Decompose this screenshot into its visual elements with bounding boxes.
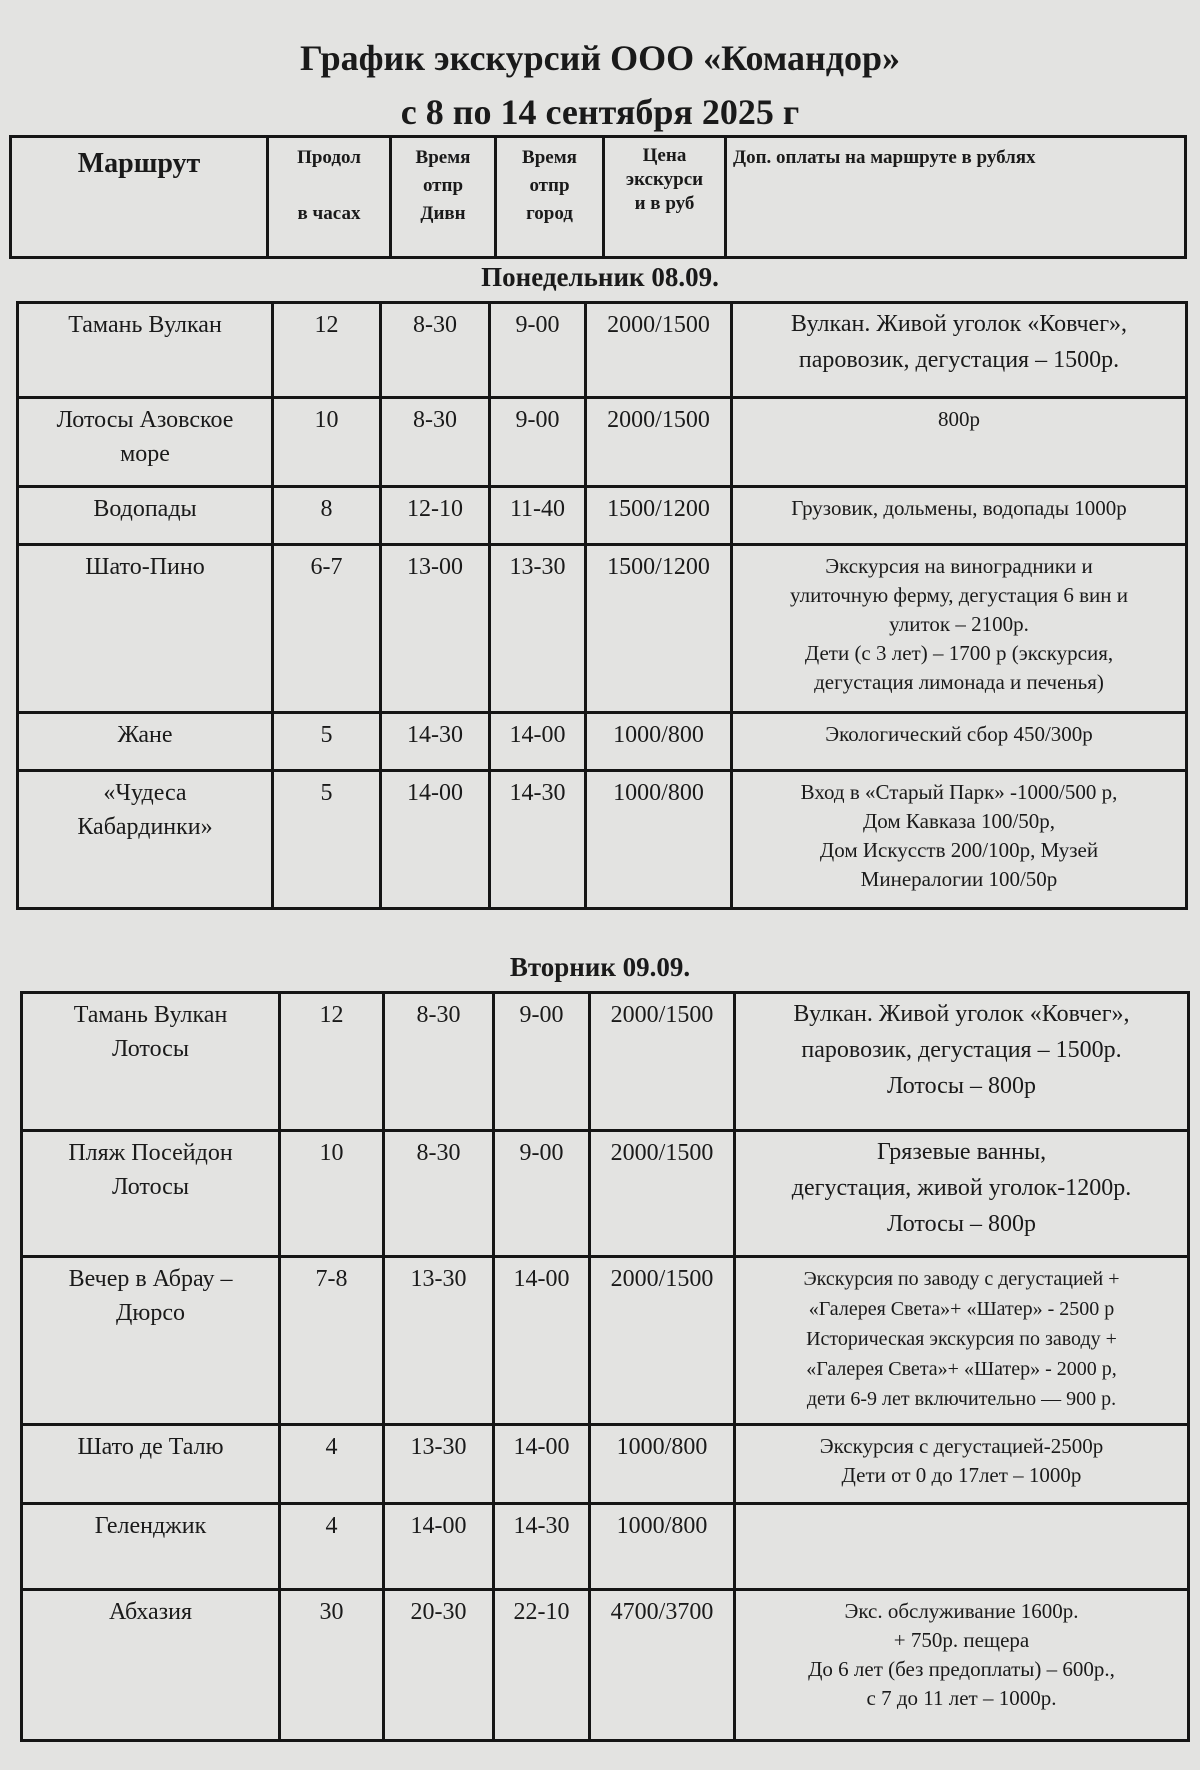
cell-line: Шато де Талю	[77, 1434, 224, 1460]
table-row	[18, 545, 1187, 713]
cell-line: Кабардинки»	[77, 814, 213, 840]
cell-line: Экскурсия по заводу с дегустацией +	[803, 1268, 1120, 1290]
day-label-monday: Понедельник 08.09.	[481, 262, 719, 292]
price-cell: 1000/800	[586, 771, 732, 909]
cell-line: дети 6-9 лет включительно — 900 р.	[806, 1388, 1117, 1410]
cell-line: Дети от 0 до 17лет – 1000р	[841, 1463, 1082, 1487]
duration-cell: 30	[280, 1590, 384, 1741]
depart-div-cell: 20-30	[384, 1590, 494, 1741]
cell-line: Жане	[117, 722, 173, 748]
route-cell	[18, 545, 273, 713]
price-cell: 2000/1500	[590, 1131, 735, 1257]
depart-div-cell: 14-00	[384, 1504, 494, 1590]
depart-div-cell: 8-30	[384, 1131, 494, 1257]
depart-div-cell: 13-00	[381, 545, 490, 713]
depart-city-cell: 9-00	[490, 303, 586, 398]
cell-line: + 750р. пещера	[893, 1628, 1030, 1652]
cell-line: Экс. обслуживание 1600р.	[844, 1599, 1079, 1623]
extra-payments-cell	[732, 771, 1187, 909]
cell-line: Абхазия	[108, 1599, 193, 1625]
table-row	[22, 1425, 1189, 1504]
header-route: Маршрут	[11, 137, 268, 258]
cell-line: Грязевые ванны,	[876, 1139, 1047, 1165]
depart-div-cell: 12-10	[381, 487, 490, 545]
route-cell	[22, 1504, 280, 1590]
price-cell: 1000/800	[590, 1504, 735, 1590]
depart-div-cell: 13-30	[384, 1425, 494, 1504]
cell-line: улиточную ферму, дегустация 6 вин и	[790, 583, 1128, 607]
route-cell	[22, 993, 280, 1131]
table-row	[22, 1131, 1189, 1257]
extra-payments-cell	[735, 1504, 1189, 1590]
cell-line: Лотосы	[112, 1036, 189, 1062]
duration-cell: 12	[273, 303, 381, 398]
cell-line: Экскурсия с дегустацией-2500р	[819, 1434, 1104, 1458]
route-cell	[18, 398, 273, 487]
extra-payments-cell	[732, 398, 1187, 487]
route-cell	[22, 1590, 280, 1741]
cell-line: дегустация, живой уголок-1200р.	[791, 1175, 1132, 1201]
route-cell	[22, 1425, 280, 1504]
duration-cell: 4	[280, 1504, 384, 1590]
cell-line: Водопады	[93, 496, 197, 522]
cell-line: До 6 лет (без предоплаты) – 600р.,	[808, 1657, 1115, 1681]
depart-city-cell: 14-00	[494, 1257, 590, 1425]
duration-cell: 5	[273, 771, 381, 909]
depart-div-cell: 14-30	[381, 713, 490, 771]
day-label-tuesday: Вторник 09.09.	[509, 952, 691, 982]
table-row	[22, 993, 1189, 1131]
cell-line: Шато-Пино	[85, 554, 205, 580]
cell-line: Лотосы – 800р	[887, 1211, 1036, 1237]
cell-line: Вулкан. Живой уголок «Ковчег»,	[790, 311, 1128, 337]
table-row	[18, 303, 1187, 398]
cell-line: «Чудеса	[103, 780, 187, 806]
price-cell: 2000/1500	[590, 993, 735, 1131]
duration-cell: 7-8	[280, 1257, 384, 1425]
duration-cell: 10	[273, 398, 381, 487]
cell-line: дегустация лимонада и печенья)	[814, 670, 1104, 694]
cell-line: улиток – 2100р.	[889, 612, 1029, 636]
table-row	[18, 713, 1187, 771]
table-row	[18, 398, 1187, 487]
price-cell: 1000/800	[586, 713, 732, 771]
depart-div-cell: 13-30	[384, 1257, 494, 1425]
cell-line: Дом Кавказа 100/50р,	[862, 809, 1056, 833]
cell-line: Вечер в Абрау –	[68, 1266, 233, 1292]
depart-city-cell: 14-30	[490, 771, 586, 909]
cell-line: с 7 до 11 лет – 1000р.	[866, 1686, 1057, 1710]
price-cell: 1000/800	[590, 1425, 735, 1504]
schedule-table-tuesday	[20, 991, 1190, 1742]
duration-cell: 12	[280, 993, 384, 1131]
depart-city-cell: 9-00	[490, 398, 586, 487]
header-depart-city: Время отпр город	[496, 137, 604, 258]
route-cell	[22, 1131, 280, 1257]
table-row	[22, 1504, 1189, 1590]
cell-line: «Галерея Света»+ «Шатер» - 2000 р,	[806, 1358, 1117, 1380]
table-row	[22, 1590, 1189, 1741]
price-cell: 2000/1500	[586, 303, 732, 398]
depart-city-cell: 9-00	[494, 993, 590, 1131]
cell-line: Геленджик	[94, 1513, 207, 1539]
cell-line: Дети (с 3 лет) – 1700 р (экскурсия,	[804, 641, 1114, 665]
price-cell: 4700/3700	[590, 1590, 735, 1741]
depart-city-cell: 11-40	[490, 487, 586, 545]
depart-city-cell: 13-30	[490, 545, 586, 713]
extra-payments-cell	[732, 713, 1187, 771]
cell-line: Вулкан. Живой уголок «Ковчег»,	[793, 1001, 1130, 1027]
price-cell: 1500/1200	[586, 487, 732, 545]
depart-city-cell: 14-30	[494, 1504, 590, 1590]
extra-payments-cell	[735, 1131, 1189, 1257]
cell-line: Экскурсия на виноградники и	[825, 554, 1093, 578]
price-cell: 2000/1500	[590, 1257, 735, 1425]
extra-payments-cell	[735, 1425, 1189, 1504]
depart-city-cell: 14-00	[490, 713, 586, 771]
extra-payments-cell	[732, 545, 1187, 713]
cell-line: 800р	[938, 407, 980, 431]
price-cell: 1500/1200	[586, 545, 732, 713]
cell-line: Тамань Вулкан	[68, 312, 222, 338]
price-cell: 2000/1500	[586, 398, 732, 487]
cell-line: Дюрсо	[116, 1300, 185, 1326]
extra-payments-cell	[732, 487, 1187, 545]
extra-payments-cell	[735, 1257, 1189, 1425]
cell-line: Пляж Посейдон	[68, 1140, 233, 1166]
route-cell	[18, 713, 273, 771]
cell-line: Вход в «Старый Парк» -1000/500 р,	[800, 780, 1118, 804]
cell-line: Дом Искусств 200/100р, Музей	[819, 838, 1099, 862]
depart-div-cell: 8-30	[384, 993, 494, 1131]
route-cell	[18, 487, 273, 545]
depart-div-cell: 8-30	[381, 303, 490, 398]
extra-payments-cell	[732, 303, 1187, 398]
duration-cell: 10	[280, 1131, 384, 1257]
route-cell	[18, 771, 273, 909]
header-extra-payments: Доп. оплаты на маршруте в рублях	[726, 137, 1186, 258]
cell-line: Грузовик, дольмены, водопады 1000р	[791, 496, 1127, 520]
duration-cell: 5	[273, 713, 381, 771]
cell-line: Лотосы Азовское	[56, 407, 234, 433]
cell-line: «Галерея Света»+ «Шатер» - 2500 р	[808, 1298, 1115, 1320]
cell-line: паровозик, дегустация – 1500р.	[798, 347, 1120, 373]
cell-line: Лотосы – 800р	[887, 1073, 1036, 1099]
depart-city-cell: 14-00	[494, 1425, 590, 1504]
route-cell	[22, 1257, 280, 1425]
extra-payments-cell	[735, 993, 1189, 1131]
header-depart-div: Время отпр Дивн	[391, 137, 496, 258]
cell-line: море	[120, 441, 170, 467]
header-table	[9, 135, 1187, 259]
depart-div-cell: 8-30	[381, 398, 490, 487]
cell-line: Историческая экскурсия по заводу +	[806, 1328, 1117, 1350]
cell-line: паровозик, дегустация – 1500р.	[801, 1037, 1122, 1063]
cell-line: Экологический сбор 450/300р	[825, 722, 1093, 746]
cell-line: Тамань Вулкан	[73, 1002, 228, 1028]
duration-cell: 4	[280, 1425, 384, 1504]
depart-city-cell: 9-00	[494, 1131, 590, 1257]
title-line-2: с 8 по 14 сентября 2025 г	[400, 92, 800, 132]
header-price: Цена экскурси и в руб	[604, 137, 726, 258]
table-row	[22, 1257, 1189, 1425]
header-duration: Продол в часах	[268, 137, 391, 258]
cell-line: Минералогии 100/50р	[860, 867, 1058, 891]
table-row	[18, 771, 1187, 909]
duration-cell: 6-7	[273, 545, 381, 713]
route-cell	[18, 303, 273, 398]
schedule-table-monday	[16, 301, 1188, 910]
cell-line: Лотосы	[112, 1174, 189, 1200]
title-line-1: График экскурсий ООО «Командор»	[299, 38, 901, 78]
extra-payments-cell	[735, 1590, 1189, 1741]
depart-city-cell: 22-10	[494, 1590, 590, 1741]
depart-div-cell: 14-00	[381, 771, 490, 909]
table-row	[18, 487, 1187, 545]
duration-cell: 8	[273, 487, 381, 545]
